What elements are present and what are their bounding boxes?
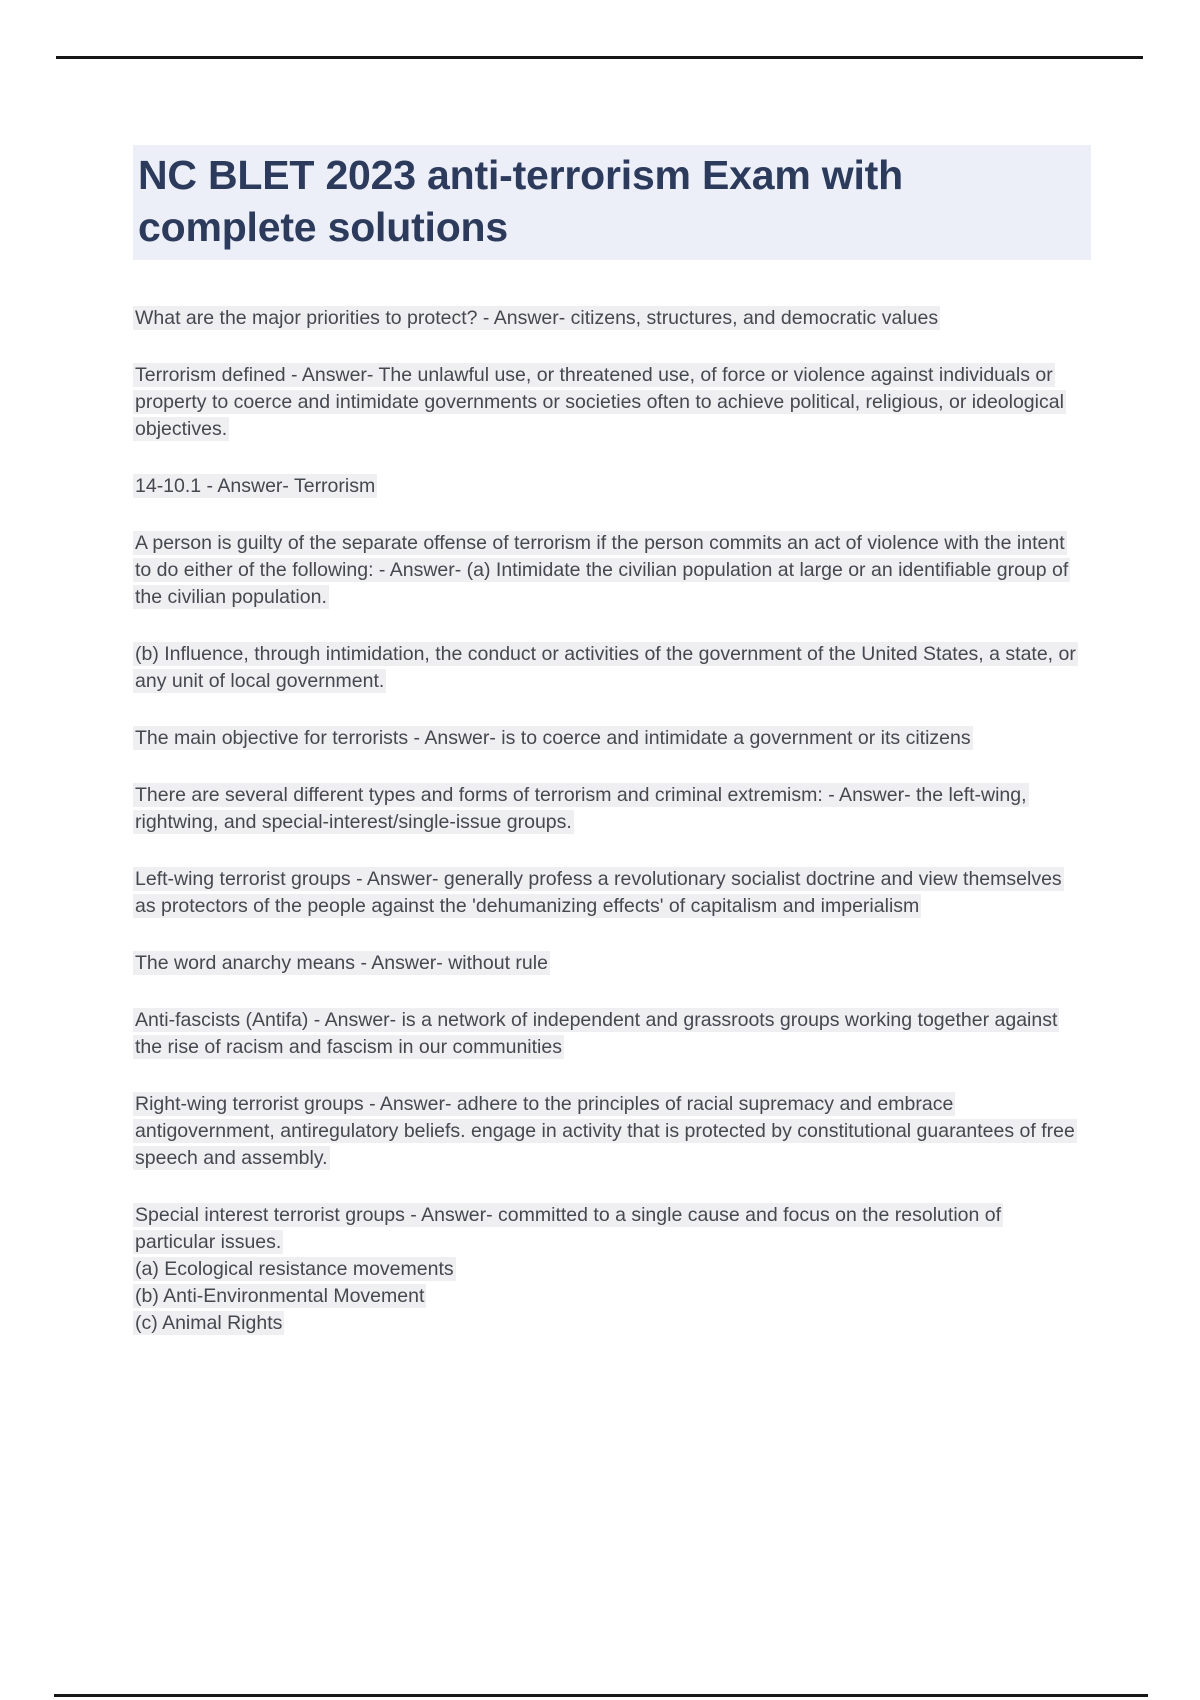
qa-text: A person is guilty of the separate offense of terrorism if the person commits an act of violence with the intent to do either of the following: - Answer- (a) Intimidate the civilian population at large or an identifiable group of the civilian population. xyxy=(135,532,1069,608)
qa-paragraph xyxy=(133,641,1085,695)
top-rule xyxy=(56,56,1143,59)
qa-text: What are the major priorities to protect? - Answer- citizens, structures, and democratic values xyxy=(135,307,939,329)
qa-list xyxy=(133,305,1085,1337)
qa-paragraph xyxy=(133,725,1085,752)
qa-paragraph xyxy=(133,362,1085,443)
qa-text: Left-wing terrorist groups - Answer- generally profess a revolutionary socialist doctrine and view themselves as protectors of the people against the 'dehumanizing effects' of capitalism and imperialism xyxy=(135,868,1062,917)
qa-paragraph xyxy=(133,305,1085,332)
qa-text: The word anarchy means - Answer- without rule xyxy=(135,952,548,974)
qa-paragraph xyxy=(133,530,1085,611)
qa-paragraph xyxy=(133,1202,1085,1256)
page-title: NC BLET 2023 anti-terrorism Exam with complete solutions xyxy=(133,145,1091,260)
qa-list-item xyxy=(133,1256,1085,1283)
qa-text: (b) Influence, through intimidation, the conduct or activities of the government of the United States, a state, or any unit of local government. xyxy=(135,643,1076,692)
qa-text: (a) Ecological resistance movements xyxy=(135,1258,454,1280)
qa-text: Special interest terrorist groups - Answer- committed to a single cause and focus on the resolution of particular issues. xyxy=(135,1204,1002,1253)
qa-text: (c) Animal Rights xyxy=(135,1312,283,1334)
qa-text: There are several different types and forms of terrorism and criminal extremism: - Answer- the left-wing, rightwing, and special-interest/single-issue groups. xyxy=(135,784,1027,833)
qa-text: Anti-fascists (Antifa) - Answer- is a network of independent and grassroots groups working together against the rise of racism and fascism in our communities xyxy=(135,1009,1058,1058)
qa-paragraph xyxy=(133,1091,1085,1172)
qa-paragraph xyxy=(133,473,1085,500)
qa-text: 14-10.1 - Answer- Terrorism xyxy=(135,475,376,497)
qa-list-item xyxy=(133,1283,1085,1310)
qa-paragraph xyxy=(133,950,1085,977)
qa-text: (b) Anti-Environmental Movement xyxy=(135,1285,425,1307)
qa-paragraph xyxy=(133,782,1085,836)
qa-list-item xyxy=(133,1310,1085,1337)
qa-paragraph xyxy=(133,1007,1085,1061)
qa-paragraph xyxy=(133,866,1085,920)
qa-text: Terrorism defined - Answer- The unlawful use, or threatened use, of force or violence against individuals or property to coerce and intimidate governments or societies often to achieve political, religious, or ideological objectives. xyxy=(135,364,1064,440)
qa-text: The main objective for terrorists - Answer- is to coerce and intimidate a government or its citizens xyxy=(135,727,971,749)
qa-text: Right-wing terrorist groups - Answer- adhere to the principles of racial supremacy and embrace antigovernment, antiregulatory beliefs. engage in activity that is protected by constitutional guarantees of free speech and assembly. xyxy=(135,1093,1075,1169)
bottom-rule xyxy=(54,1694,1148,1697)
